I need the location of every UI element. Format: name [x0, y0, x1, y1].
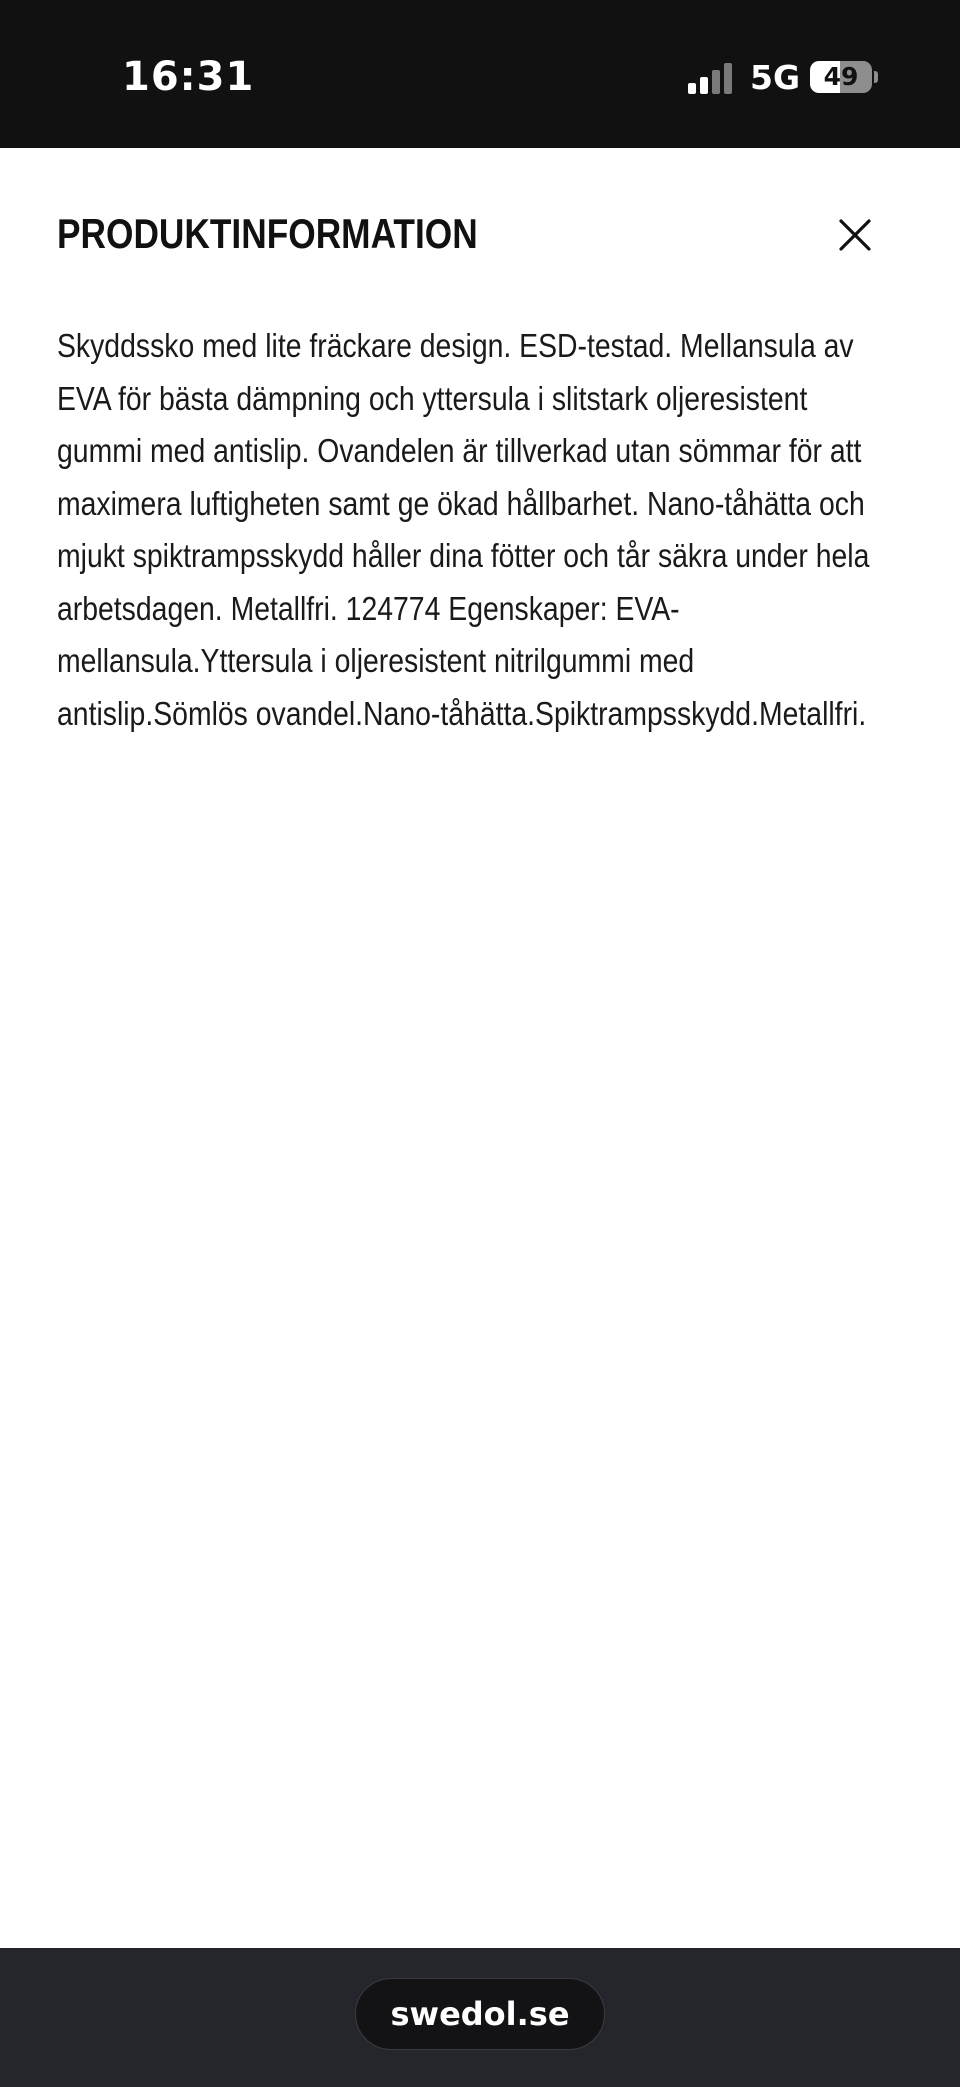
close-icon: [830, 210, 880, 260]
address-bar[interactable]: swedol.se: [355, 1978, 605, 2050]
status-bar: [0, 0, 960, 148]
network-type-label: 5G: [750, 58, 801, 97]
cellular-signal-icon: [688, 62, 736, 94]
battery-icon: [810, 61, 872, 93]
modal-title: PRODUKTINFORMATION: [57, 210, 478, 257]
product-description: Skyddssko med lite fräckare design. ESD-testad. Mellansula av EVA för bästa dämpning och yttersula i slitstark oljeresistent gummi med antislip. Ovandelen är tillverkad utan sömmar för att maximera luftigheten samt ge ökad hållbarhet. Nano-tåhätta och mjukt spiktrampsskydd håller dina fötter och tår säkra under hela arbetsdagen. Metallfri. 124774 Egenskaper: EVA-mellansula.Yttersula i oljeresistent nitrilgummi med antislip.Sömlös ovandel.Nano-tåhätta.Spiktrampsskydd.Metallfri.: [57, 327, 870, 732]
battery-cap: [874, 71, 878, 83]
battery-level: 49: [823, 62, 859, 91]
close-button[interactable]: [830, 210, 880, 260]
status-time: 16:31: [122, 54, 255, 100]
